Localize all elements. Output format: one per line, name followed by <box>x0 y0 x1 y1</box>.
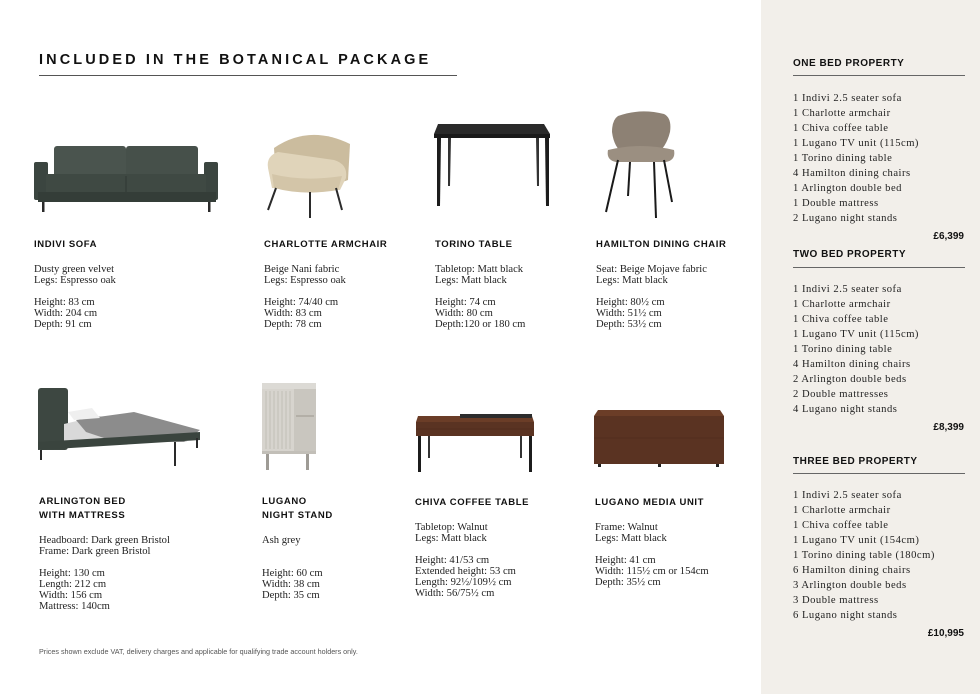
package-item: 1 Torino dining table <box>793 153 893 165</box>
product-dimension: Width: 51½ cm <box>596 308 662 319</box>
product-dimension: Width: 56/75½ cm <box>415 588 495 599</box>
product-material: Dusty green velvet <box>34 264 115 275</box>
product-material: Ash grey <box>262 535 301 546</box>
lugano-night-stand-image <box>262 383 318 473</box>
package-item: 6 Hamilton dining chairs <box>793 565 911 577</box>
product-dimension: Mattress: 140cm <box>39 601 110 612</box>
product-dimension: Width: 115½ cm or 154cm <box>595 566 709 577</box>
product-lugano-night-stand <box>262 495 333 601</box>
package-item: 3 Double mattress <box>793 595 879 607</box>
package-item: 2 Lugano night stands <box>793 213 898 225</box>
product-dimension: Depth: 35½ cm <box>595 577 661 588</box>
product-material: Beige Nani fabric <box>264 264 340 275</box>
product-dimension: Width: 38 cm <box>262 579 320 590</box>
product-chiva-coffee-table <box>415 496 529 599</box>
product-dimension: Depth: 35 cm <box>262 590 320 601</box>
product-material: Legs: Matt black <box>595 533 667 544</box>
package-heading-two-bed: TWO BED PROPERTY <box>793 249 907 260</box>
product-dimension: Height: 83 cm <box>34 297 95 308</box>
product-name: TORINO TABLE <box>435 239 513 250</box>
product-name: LUGANO <box>262 496 307 507</box>
product-dimension: Extended height: 53 cm <box>415 566 516 577</box>
product-dimension: Width: 156 cm <box>39 590 103 601</box>
package-divider <box>793 473 965 474</box>
product-name: ARLINGTON BED <box>39 496 126 507</box>
product-dimension: Length: 92½/109½ cm <box>415 577 512 588</box>
package-item: 4 Hamilton dining chairs <box>793 168 911 180</box>
price-footnote: Prices shown exclude VAT, delivery charges and applicable for qualifying trade account holders only. <box>39 647 358 656</box>
charlotte-armchair-image <box>264 130 354 220</box>
product-material: Tabletop: Walnut <box>415 522 488 533</box>
product-name: WITH MATTRESS <box>39 510 126 521</box>
product-material: Seat: Beige Mojave fabric <box>596 264 707 275</box>
arlington-bed-image <box>34 386 204 468</box>
package-item: 1 Chiva coffee table <box>793 123 889 135</box>
product-dimension: Depth: 78 cm <box>264 319 322 330</box>
package-item: 1 Torino dining table (180cm) <box>793 550 935 562</box>
product-name: CHARLOTTE ARMCHAIR <box>264 239 388 250</box>
product-material: Legs: Matt black <box>415 533 487 544</box>
product-material: Legs: Matt black <box>596 275 668 286</box>
product-name: HAMILTON DINING CHAIR <box>596 239 727 250</box>
product-dimension: Depth:120 or 180 cm <box>435 319 526 330</box>
package-item: 1 Chiva coffee table <box>793 520 889 532</box>
product-material: Headboard: Dark green Bristol <box>39 535 170 546</box>
product-dimension: Height: 60 cm <box>262 568 323 579</box>
product-material: Legs: Espresso oak <box>34 275 116 286</box>
package-item: 1 Charlotte armchair <box>793 108 891 120</box>
package-item: 1 Charlotte armchair <box>793 299 891 311</box>
product-dimension: Width: 204 cm <box>34 308 98 319</box>
package-item: 2 Double mattresses <box>793 389 889 401</box>
product-charlotte-armchair <box>264 238 387 330</box>
product-torino-table <box>435 238 525 330</box>
product-arlington-bed <box>39 495 170 612</box>
package-item: 1 Indivi 2.5 seater sofa <box>793 284 902 295</box>
product-name: INDIVI SOFA <box>34 239 98 250</box>
hamilton-chair-image <box>600 110 680 220</box>
chiva-coffee-table-image <box>414 412 536 474</box>
package-price-two-bed: £8,399 <box>933 422 964 433</box>
package-item: 2 Arlington double beds <box>793 374 907 386</box>
package-heading-three-bed: THREE BED PROPERTY <box>793 456 918 467</box>
product-material: Frame: Dark green Bristol <box>39 546 151 557</box>
package-items-two-bed <box>793 282 919 417</box>
package-item: 1 Lugano TV unit (154cm) <box>793 535 920 547</box>
package-item: 3 Arlington double beds <box>793 580 907 592</box>
package-item: 1 Indivi 2.5 seater sofa <box>793 490 902 501</box>
product-dimension: Width: 80 cm <box>435 308 493 319</box>
title-divider <box>39 75 457 76</box>
page-title: INCLUDED IN THE BOTANICAL PACKAGE <box>39 52 432 68</box>
package-items-one-bed <box>793 91 919 226</box>
product-dimension: Depth: 53½ cm <box>596 319 662 330</box>
package-item: 1 Chiva coffee table <box>793 314 889 326</box>
product-material: Tabletop: Matt black <box>435 264 524 275</box>
product-dimension: Height: 130 cm <box>39 568 105 579</box>
product-material: Legs: Espresso oak <box>264 275 346 286</box>
product-name: CHIVA COFFEE TABLE <box>415 497 530 508</box>
product-material: Frame: Walnut <box>595 522 658 533</box>
product-name: NIGHT STAND <box>262 510 333 521</box>
product-indivi-sofa <box>34 238 116 330</box>
package-item: 4 Hamilton dining chairs <box>793 359 911 371</box>
package-item: 4 Lugano night stands <box>793 404 898 416</box>
package-price-three-bed: £10,995 <box>927 628 964 639</box>
package-item: 1 Indivi 2.5 seater sofa <box>793 93 902 104</box>
product-dimension: Height: 74 cm <box>435 297 496 308</box>
product-dimension: Width: 83 cm <box>264 308 322 319</box>
indivi-sofa-image <box>32 140 222 215</box>
product-dimension: Length: 212 cm <box>39 579 107 590</box>
package-item: 1 Double mattress <box>793 198 879 210</box>
package-divider <box>793 75 965 76</box>
product-dimension: Depth: 91 cm <box>34 319 92 330</box>
product-name: LUGANO MEDIA UNIT <box>595 497 705 508</box>
product-dimension: Height: 41 cm <box>595 555 656 566</box>
package-item: 1 Lugano TV unit (115cm) <box>793 138 919 150</box>
package-item: 1 Charlotte armchair <box>793 505 891 517</box>
product-dimension: Height: 80½ cm <box>596 297 665 308</box>
lugano-media-unit-image <box>592 408 726 468</box>
package-price-one-bed: £6,399 <box>933 231 964 242</box>
product-lugano-media-unit <box>595 496 709 588</box>
package-item: 1 Lugano TV unit (115cm) <box>793 329 919 341</box>
package-item: 1 Torino dining table <box>793 344 893 356</box>
package-divider <box>793 267 965 268</box>
product-dimension: Height: 74/40 cm <box>264 297 339 308</box>
package-heading-one-bed: ONE BED PROPERTY <box>793 58 905 69</box>
product-hamilton-dining-chair <box>596 238 726 330</box>
product-material: Legs: Matt black <box>435 275 507 286</box>
package-item: 1 Arlington double bed <box>793 183 902 195</box>
product-dimension: Height: 41/53 cm <box>415 555 490 566</box>
package-items-three-bed <box>793 488 935 623</box>
package-item: 6 Lugano night stands <box>793 610 898 622</box>
torino-table-image <box>432 120 556 208</box>
